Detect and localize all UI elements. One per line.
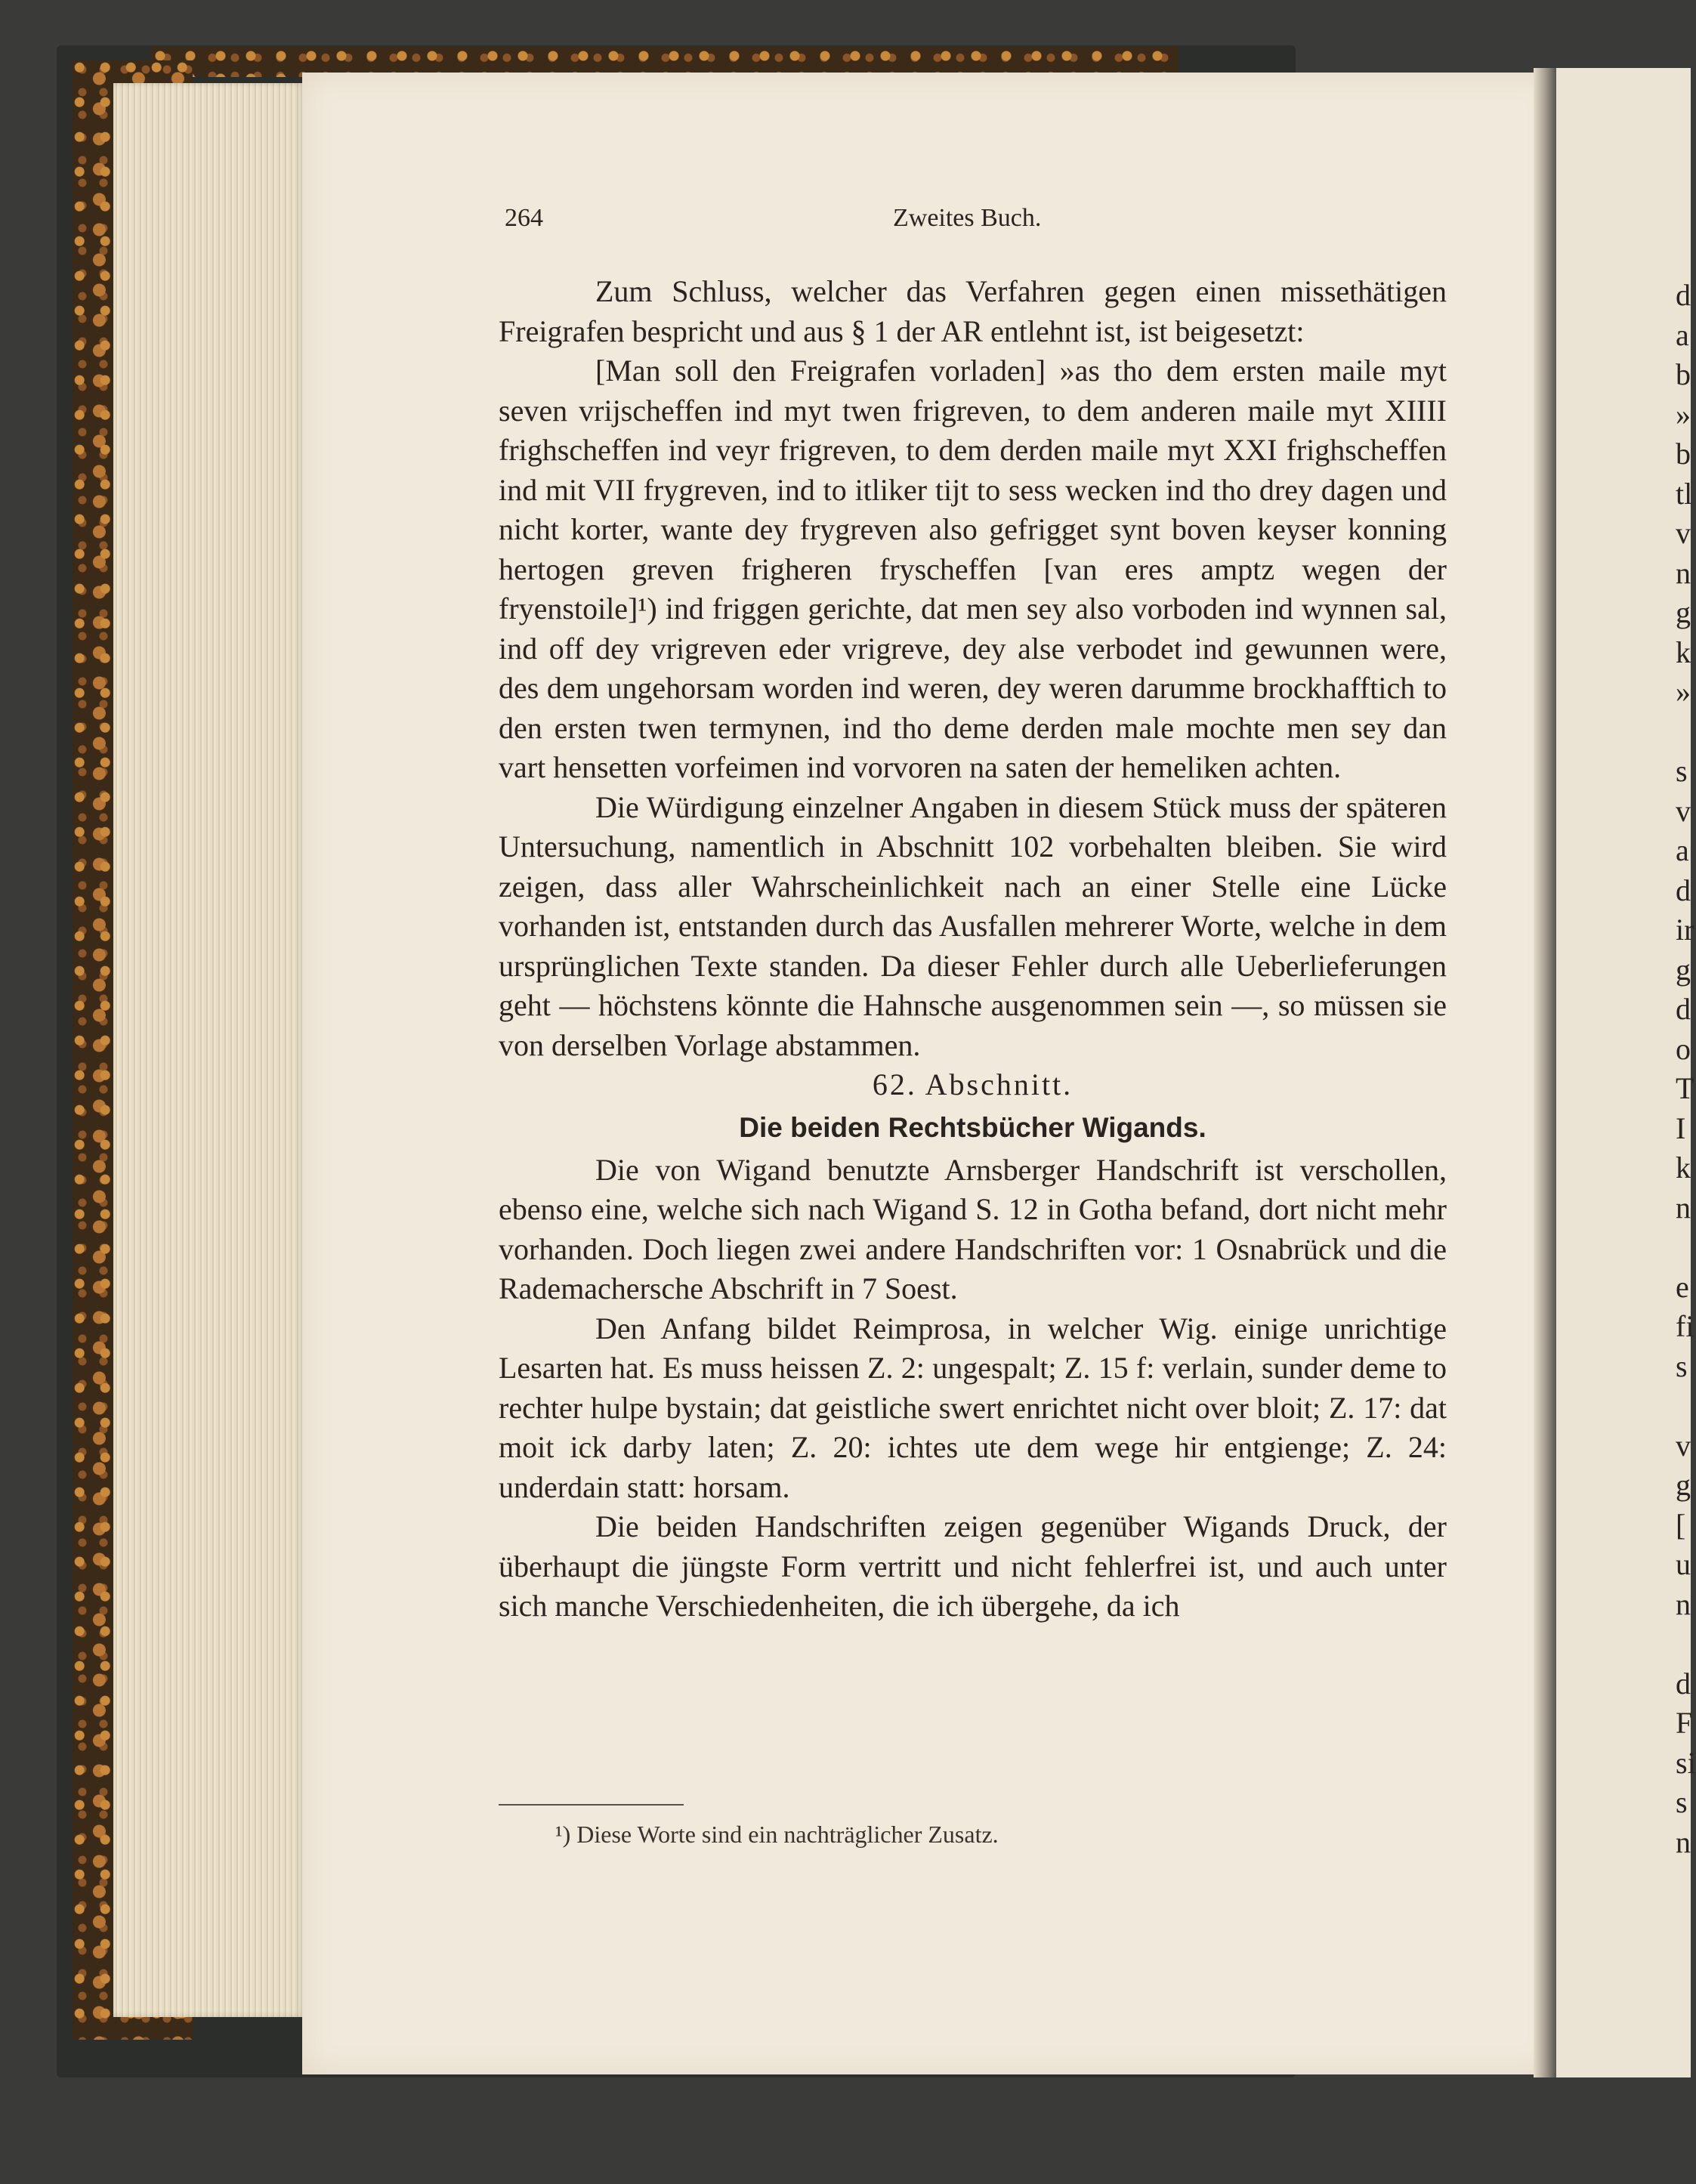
facing-page-fragment: v [1676, 1428, 1691, 1463]
section-number: 62. Abschnitt. [872, 1067, 1074, 1101]
facing-page-fragment: [ [1676, 1507, 1686, 1542]
facing-page-fragment: d [1676, 1666, 1691, 1701]
facing-page-fragment [1676, 1624, 1691, 1664]
facing-page-fragment [1676, 712, 1691, 752]
facing-page [1556, 68, 1696, 2077]
footnote-rule [499, 1804, 684, 1806]
facing-page-text-edge [1676, 276, 1696, 1862]
facing-page-fragment: » [1676, 675, 1691, 709]
facing-page-fragment: s [1676, 754, 1688, 788]
facing-page-fragment: T [1676, 1071, 1694, 1105]
page-body [499, 272, 1447, 1626]
paragraph: Zum Schluss, welcher das Verfahren gegen einen missethätigen Freigrafen bespricht und aus § 1 der AR entlehnt ist, ist beigesetzt: [499, 274, 1447, 348]
page-number: 264 [505, 204, 543, 232]
section-title: Die beiden Rechtsbücher Wigands. [739, 1111, 1206, 1143]
facing-page-fragment: a [1676, 833, 1689, 867]
book-gutter [1534, 68, 1556, 2077]
paragraph: Die beiden Handschriften zeigen gegenüber Wigands Druck, der überhaupt die jüngste Form vertritt und nicht fehlerfrei ist, und auch unter sich manche Verschiedenheiten, die ich übergehe, da ich [499, 1509, 1447, 1623]
facing-page-fragment: g [1676, 1468, 1691, 1502]
facing-page-fragment: d [1676, 873, 1691, 907]
paragraph: Die Würdigung einzelner Angaben in diesem Stück muss der späteren Untersuchung, namentlich in Abschnitt 102 vorbehalten bleiben. Sie wird zeigen, dass aller Wahrscheinlichkeit nach an einer Stelle eine Lücke vorhanden ist, entstanden durch das Ausfallen mehrerer Worte, welche in dem ursprünglichen Texte standen. Da dieser Fehler durch alle Ueberlieferungen geht — höchstens könnte die Hahnsche ausgenommen sein —, so müssen sie von derselben Vorlage abstammen. [499, 789, 1447, 1062]
facing-page-fragment: tl [1676, 476, 1693, 511]
facing-page-fragment: n [1676, 1824, 1691, 1859]
facing-page-fragment: b [1676, 437, 1691, 471]
footnote: ¹) Diese Worte sind ein nachträglicher Zusatz. [555, 1821, 999, 1848]
facing-page-fragment: d [1676, 278, 1691, 312]
facing-page-fragment: d [1676, 992, 1691, 1026]
facing-page-fragment: k [1676, 635, 1691, 669]
facing-page-fragment: n [1676, 555, 1691, 590]
facing-page-fragment: fi [1676, 1309, 1694, 1343]
facing-page-fragment: a [1676, 317, 1689, 352]
facing-page-fragment [1676, 1228, 1691, 1268]
running-title: Zweites Buch. [893, 204, 1042, 232]
facing-page-fragment: g [1676, 952, 1691, 987]
facing-page-fragment: n [1676, 1190, 1691, 1225]
facing-page-fragment: si [1676, 1745, 1696, 1780]
page-stack-edge [113, 83, 306, 2017]
paragraph-quote: [Man soll den Freigrafen vorladen] »as tho dem ersten maile myt seven vrijscheffen ind myt twen frigreven, to dem anderen maile myt XIIII frighscheffen ind veyr frigreven, to dem derden maile myt XXI frighscheffen ind mit VII frygreven, ind to itliker tijt to sess wecken ind tho drey dagen und nicht korter, wante dey frygreven also gefrigget synt boven keyser konning hertogen greven frigheren fryscheffen [van eres amptz wegen der fryenstoile]¹) ind friggen gerichte, dat men sey also vorboden ind wynnen sal, ind off dey vrigreven eder vrigreve, dey alse verbodet ind gewunnen were, des dem ungehorsam worden ind weren, dey weren darumme brockhafftich to den ersten twen termynen, ind tho deme derden male mochte men sey dan vart hensetten vorfeimen ind vorvoren na saten der hemeliken achten. [499, 354, 1447, 784]
facing-page-fragment: s [1676, 1348, 1688, 1383]
facing-page-fragment: F [1676, 1706, 1693, 1740]
facing-page-fragment: s [1676, 1785, 1688, 1819]
facing-page-fragment: v [1676, 516, 1691, 550]
facing-page-fragment: u [1676, 1547, 1691, 1581]
facing-page-fragment: ir [1676, 913, 1694, 947]
facing-page-fragment: o [1676, 1031, 1691, 1066]
facing-page-fragment: e [1676, 1269, 1689, 1304]
facing-page-fragment: » [1676, 397, 1691, 431]
paragraph: Die von Wigand benutzte Arnsberger Handschrift ist verschollen, ebenso eine, welche sich nach Wigand S. 12 in Gotha befand, dort nicht mehr vorhanden. Doch liegen zwei andere Handschriften vor: 1 Osnabrück und die Rademachersche Abschrift in 7 Soest. [499, 1152, 1447, 1305]
facing-page-fragment: v [1676, 793, 1691, 828]
facing-page-fragment: b [1676, 357, 1691, 391]
facing-page-fragment [1676, 1386, 1691, 1426]
facing-page-fragment: I [1676, 1111, 1686, 1145]
facing-page-fragment: k [1676, 1151, 1691, 1185]
facing-page-fragment: n [1676, 1586, 1691, 1621]
paragraph: Den Anfang bildet Reimprosa, in welcher Wig. einige unrichtige Lesarten hat. Es muss heissen Z. 2: ungespalt; Z. 15 f: verlain, sunder deme to rechter hulpe bystain; dat geistliche swert enrichtet nicht over bloit; Z. 17: dat moit ick darby laten; Z. 20: ichtes ute dem wege hir entgienge; Z. 24: underdain statt: horsam. [499, 1311, 1447, 1504]
facing-page-fragment: g [1676, 595, 1691, 629]
